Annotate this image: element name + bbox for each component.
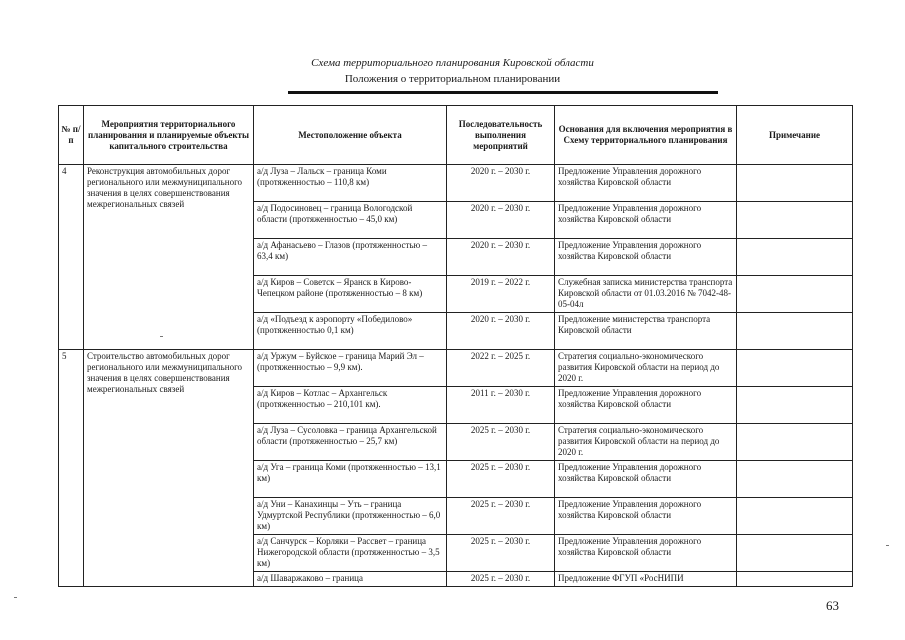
scan-speck: [14, 597, 17, 598]
table-header-row: [59, 106, 853, 165]
row-note: [737, 202, 853, 239]
row-location: а/д Афанасьево – Глазов (протяженностью – 63,4 км): [254, 239, 447, 276]
row-sequence: 2025 г. – 2030 г.: [447, 572, 555, 587]
row-sequence: 2022 г. – 2025 г.: [447, 350, 555, 387]
row-basis: Стратегия социально-экономического развития Кировской области на период до 2020 г.: [555, 424, 737, 461]
header-note: Примечание: [737, 106, 853, 165]
row-note: [737, 387, 853, 424]
row-location: а/д Уга – граница Коми (протяженностью – 13,1 км): [254, 461, 447, 498]
row-note: [737, 572, 853, 587]
row-note: [737, 239, 853, 276]
row-measure: Реконструкция автомобильных дорог регионального или межмуниципального значения в целях совершенствования межрегиональных связей: [84, 165, 254, 350]
row-sequence: 2020 г. – 2030 г.: [447, 239, 555, 276]
row-basis: Предложение Управления дорожного хозяйства Кировской области: [555, 165, 737, 202]
header-number: № п/п: [59, 106, 84, 165]
scan-speck: [160, 336, 163, 337]
row-basis: Предложение Управления дорожного хозяйства Кировской области: [555, 202, 737, 239]
row-note: [737, 461, 853, 498]
row-sequence: 2020 г. – 2030 г.: [447, 202, 555, 239]
row-measure: Строительство автомобильных дорог регионального или межмуниципального значения в целях совершенствования межрегиональных связей: [84, 350, 254, 587]
row-location: а/д Киров – Котлас – Архангельск (протяженностью – 210,101 км).: [254, 387, 447, 424]
row-number: 5: [59, 350, 84, 587]
row-location: а/д Подосиновец – граница Вологодской области (протяженностью – 45,0 км): [254, 202, 447, 239]
row-note: [737, 313, 853, 350]
row-sequence: 2025 г. – 2030 г.: [447, 461, 555, 498]
row-note: [737, 498, 853, 535]
page-number: 63: [826, 598, 839, 613]
row-location: а/д Шаваржаково – граница: [254, 572, 447, 587]
row-basis: Предложение ФГУП «РосНИПИ: [555, 572, 737, 587]
row-basis: Предложение Управления дорожного хозяйства Кировской области: [555, 461, 737, 498]
document-title: Схема территориального планирования Кировской области: [311, 57, 594, 69]
header-measure: Мероприятия территориального планирования и планируемые объекты капитального строительства: [84, 106, 254, 165]
row-basis: Предложение Управления дорожного хозяйства Кировской области: [555, 387, 737, 424]
document-subtitle: Положения о территориальном планировании: [344, 73, 561, 85]
header-basis: Основания для включения мероприятия в Схему территориального планирования: [555, 106, 737, 165]
row-basis: Стратегия социально-экономического развития Кировской области на период до 2020 г.: [555, 350, 737, 387]
row-sequence: 2025 г. – 2030 г.: [447, 535, 555, 572]
scan-speck: [886, 545, 889, 546]
row-sequence: 2020 г. – 2030 г.: [447, 165, 555, 202]
row-location: а/д Уни – Канахинцы – Уть – граница Удмуртской Республики (протяженностью – 6,0 км): [254, 498, 447, 535]
row-note: [737, 350, 853, 387]
row-note: [737, 165, 853, 202]
title-underline: [288, 91, 718, 94]
row-sequence: 2025 г. – 2030 г.: [447, 424, 555, 461]
row-sequence: 2019 г. – 2022 г.: [447, 276, 555, 313]
row-note: [737, 424, 853, 461]
row-location: а/д Луза – Сусоловка – граница Архангельской области (протяженностью – 25,7 км): [254, 424, 447, 461]
row-sequence: 2025 г. – 2030 г.: [447, 498, 555, 535]
row-location: а/д Уржум – Буйское – граница Марий Эл – (протяженностью – 9,9 км).: [254, 350, 447, 387]
row-sequence: 2011 г. – 2030 г.: [447, 387, 555, 424]
row-basis: Предложение Управления дорожного хозяйства Кировской области: [555, 535, 737, 572]
row-note: [737, 535, 853, 572]
row-location: а/д «Подъезд к аэропорту «Победилово» (протяженностью 0,1 км): [254, 313, 447, 350]
header-location: Местоположение объекта: [254, 106, 447, 165]
row-basis: Предложение Управления дорожного хозяйства Кировской области: [555, 498, 737, 535]
row-basis: Предложение Управления дорожного хозяйства Кировской области: [555, 239, 737, 276]
row-note: [737, 276, 853, 313]
row-location: а/д Луза – Лальск – граница Коми (протяженностью – 110,8 км): [254, 165, 447, 202]
row-number: 4: [59, 165, 84, 350]
table-row: [59, 165, 853, 202]
table-row: [59, 350, 853, 387]
row-sequence: 2020 г. – 2030 г.: [447, 313, 555, 350]
row-basis: Предложение министерства транспорта Кировской области: [555, 313, 737, 350]
row-basis: Служебная записка министерства транспорта Кировской области от 01.03.2016 № 7042-48-05-04л: [555, 276, 737, 313]
row-location: а/д Киров – Советск – Яранск в Кирово-Чепецком районе (протяженностью – 8 км): [254, 276, 447, 313]
header-sequence: Последовательность выполнения мероприятий: [447, 106, 555, 165]
row-location: а/д Санчурск – Корляки – Рассвет – граница Нижегородской области (протяженностью – 3,5 км): [254, 535, 447, 572]
territorial-planning-table: [58, 105, 853, 587]
